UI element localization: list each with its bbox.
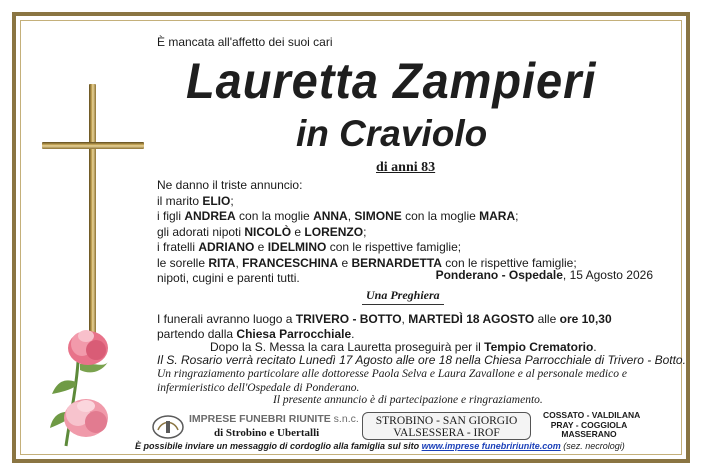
funeral-text: I funerali avranno luogo a TRIVERO - BOTTO, MARTEDÌ 18 AGOSTO alle ore 10,30 partendo dalla Chiesa Parrocchiale. [157,312,612,341]
company-owners: di Strobino e Ubertalli [214,427,320,439]
place-date: Ponderano - Ospedale, 15 Agosto 2026 [435,268,653,282]
cross-icon [89,84,96,344]
cross-icon-arm [42,142,144,149]
announcement-line: gli adorati nipoti NICOLÒ e LORENZO; [157,224,367,239]
footer-text: È possibile inviare un messaggio di cordoglio alla famiglia sul sito www.imprese funebririunite.com (sez. necrologi) [135,441,625,451]
cremation-text: Dopo la S. Messa la cara Lauretta proseguirà per il Tempio Crematorio. [210,340,597,354]
company-branches-box [362,412,531,440]
branch-line: VALSESSERA - IROF [393,427,500,439]
announcement-line: Ne danno il triste annuncio: [157,178,303,192]
intro-text: È mancata all'affetto dei suoi cari [157,35,333,49]
flowers-icon [48,322,128,448]
announcement-line: nipoti, cugini e parenti tutti. [157,271,300,285]
married-name: in Craviolo [296,113,488,154]
announcement-line: i figli ANDREA con la moglie ANNA, SIMONE con la moglie MARA; [157,209,519,223]
announcement-line: il marito ELIO; [157,193,234,208]
branch-line: STROBINO - SAN GIORGIO [375,415,518,427]
participation-text: Il presente annuncio è di partecipazione e ringraziamento. [273,394,543,406]
website-link[interactable]: www.imprese funebririunite.com [421,441,561,451]
age-text: di anni 83 [376,160,436,175]
deceased-name: Lauretta Zampieri [186,53,597,109]
company-name: IMPRESE FUNEBRI RIUNITE s.n.c. [189,413,359,425]
rosary-text: Il S. Rosario verrà recitato Lunedì 17 Agosto alle ore 18 nella Chiesa Parrocchiale di Trivero - Botto. [157,353,686,367]
prayer-heading: Una Preghiera [366,288,440,302]
announcement-line: le sorelle RITA, FRANCESCHINA e BERNARDETTA con le rispettive famiglie; [157,255,577,270]
thanks-text: Un ringraziamento particolare alle dottoresse Paola Selva e Laura Zavallone e al personale medico e infermieristico dell'Ospedale di Ponderano. [157,368,627,394]
company-logo-icon [152,414,184,440]
announcement-line: i fratelli ADRIANO e IDELMINO con le rispettive famiglie; [157,240,462,254]
company-locations: COSSATO - VALDILANA PRAY - COGGIOLA MASSERANO [543,410,641,439]
prayer-underline [362,304,444,305]
